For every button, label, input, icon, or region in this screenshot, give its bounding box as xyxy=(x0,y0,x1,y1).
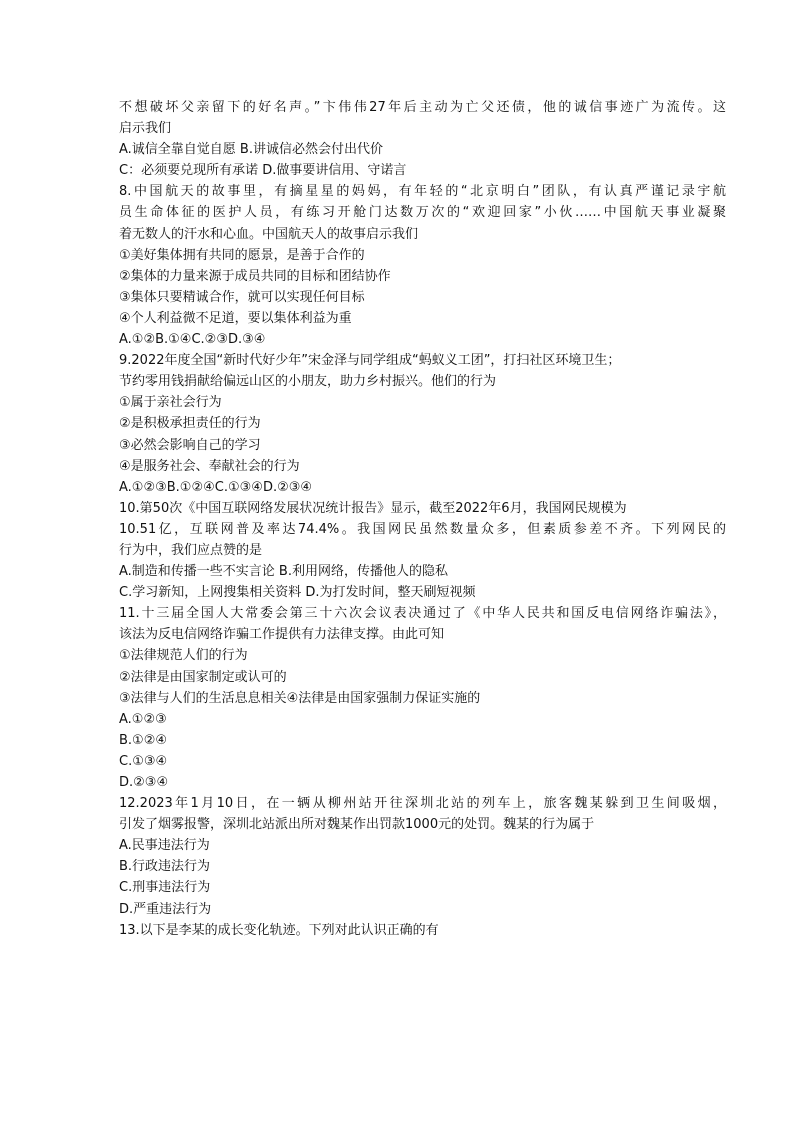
text-line: 该法为反电信网络诈骗工作提供有力法律支撑。由此可知 xyxy=(119,627,445,643)
text-line: 不想破坏父亲留下的好名声。”卞伟伟27年后主动为亡父还债，他的诚信事迹广为流传。这 xyxy=(119,100,726,115)
text-line: D.严重违法行为 xyxy=(119,901,212,917)
text-line: A.①②③ xyxy=(119,711,167,727)
text-line: 10.51亿，互联网普及率达74.4%。我国网民虽然数量众多，但素质参差不齐。下列网民的 xyxy=(119,521,726,537)
text-line: ④是服务社会、奉献社会的行为 xyxy=(119,458,300,474)
text-line: C.刑事违法行为 xyxy=(119,880,211,896)
text-line: ②集体的力量来源于成员共同的目标和团结协作 xyxy=(119,268,391,284)
text-line: B.行政违法行为 xyxy=(119,859,211,875)
text-line: 11.十三届全国人大常委会第三十六次会议表决通过了《中华人民共和国反电信网络诈骗法》， xyxy=(119,606,726,622)
text-line: A.①②③B.①②④C.①③④D.②③④ xyxy=(119,479,313,495)
text-line: ①属于亲社会行为 xyxy=(119,395,222,411)
text-line: ①法律规范人们的行为 xyxy=(119,648,248,664)
text-line: 员生命体征的医护人员，有练习开舱门达数万次的“欢迎回家”小伙……中国航天事业凝聚 xyxy=(119,205,726,221)
text-line: ②法律是由国家制定或认可的 xyxy=(119,669,287,685)
text-line: ④个人利益微不足道，要以集体利益为重 xyxy=(119,310,352,326)
text-line: 行为中，我们应点赞的是 xyxy=(119,542,263,558)
text-line: ③法律与人们的生活息息相关④法律是由国家强制力保证实施的 xyxy=(119,690,481,706)
text-line: 13.以下是李某的成长变化轨迹。下列对此认识正确的有 xyxy=(119,922,439,938)
text-line: ③集体只要精诚合作，就可以实现任何目标 xyxy=(119,289,365,305)
text-line: 12.2023年1月10日，在一辆从柳州站开往深圳北站的列车上，旅客魏某躲到卫生间吸烟， xyxy=(119,796,726,812)
text-line: D.②③④ xyxy=(119,775,169,790)
text-line: 节约零用钱捐献给偏远山区的小朋友，助力乡村振兴。他们的行为 xyxy=(119,374,497,390)
text-line: 引发了烟雾报警，深圳北站派出所对魏某作出罚款1000元的处罚。魏某的行为属于 xyxy=(119,817,595,833)
text-line: A.①②B.①④C.②③D.③④ xyxy=(119,332,266,348)
text-line: B.①②④ xyxy=(119,732,168,748)
text-line: C：必须要兑现所有承诺 D.做事要讲信用、守诺言 xyxy=(119,163,407,179)
text-line: ③必然会影响自己的学习 xyxy=(119,437,261,453)
text-line: C.学习新知，上网搜集相关资料 D.为打发时间，整天刷短视频 xyxy=(119,585,476,601)
text-line: 10.第50次《中国互联网络发展状况统计报告》显示，截至2022年6月，我国网民规模为 xyxy=(119,500,627,516)
text-line: C.①③④ xyxy=(119,753,168,769)
text-line: A.诚信全靠自觉自愿 B.讲诚信必然会付出代价 xyxy=(119,142,383,158)
text-line: 8.中国航天的故事里，有摘星星的妈妈，有年轻的“北京明白”团队，有认真严谨记录宇航 xyxy=(119,184,726,200)
text-line: 启示我们 xyxy=(119,121,172,137)
text-line: ②是积极承担责任的行为 xyxy=(119,416,261,432)
text-line: ①美好集体拥有共同的愿景，是善于合作的 xyxy=(119,247,365,263)
text-line: 9.2022年度全国“新时代好少年”宋金泽与同学组成“蚂蚁义工团”，打扫社区环境卫生； xyxy=(119,353,621,369)
text-line: 着无数人的汗水和心血。中国航天人的故事启示我们 xyxy=(119,226,419,242)
text-line: A.民事违法行为 xyxy=(119,838,210,854)
text-line: A.制造和传播一些不实言论 B.利用网络，传播他人的隐私 xyxy=(119,564,448,580)
